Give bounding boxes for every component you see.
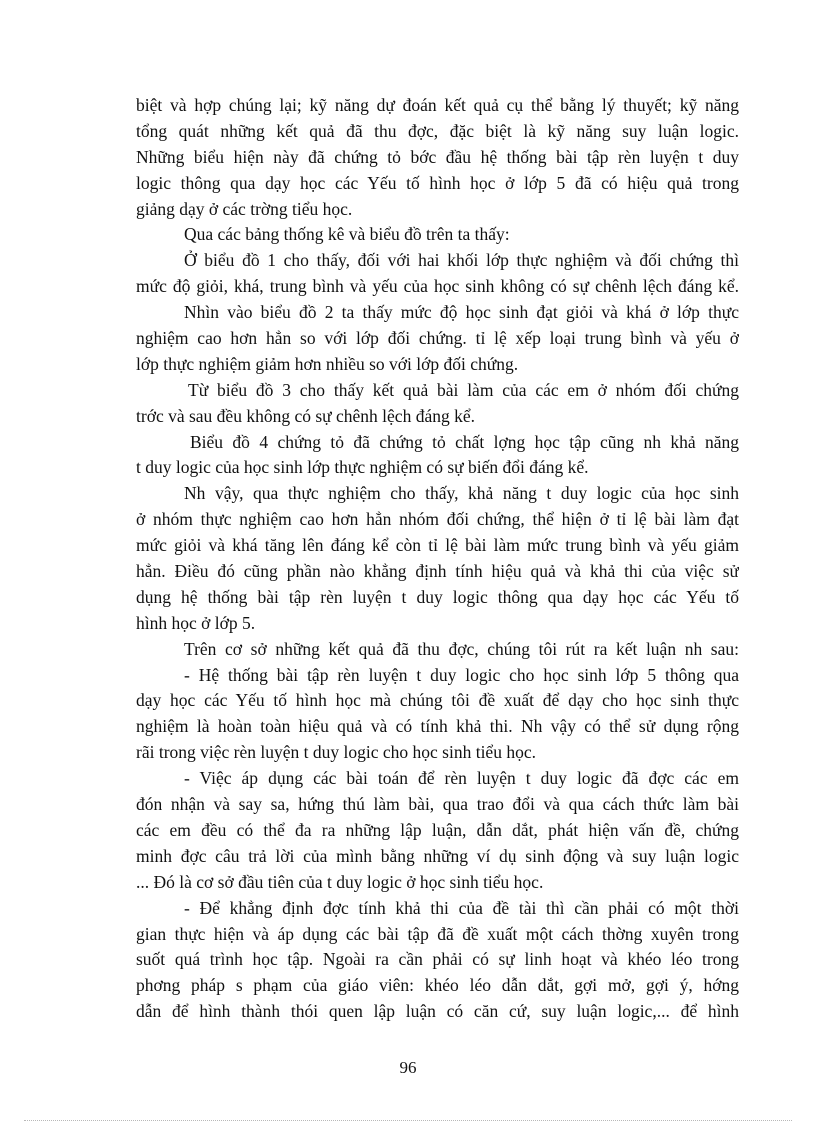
text-line: logic thông qua dạy học các Yếu tố hình học ở lớp 5 đã có hiệu quả trong — [136, 172, 739, 193]
text-line: Nh vậy, qua thực nghiệm cho thấy, khả năng t duy logic của học sinh — [184, 483, 739, 504]
text-line: minh đợc câu trả lời của mình bằng những ví dụ sinh động và suy luận logic — [136, 845, 739, 866]
text-line: mức độ giỏi, khá, trung bình và yếu của học sinh không có sự chênh lệch đáng kể. — [136, 276, 739, 297]
text-line: đón nhận và say sa, hứng thú làm bài, qua trao đổi và qua cách thức làm bài — [136, 794, 739, 815]
page-number: 96 — [399, 1058, 417, 1077]
text-line: Từ biểu đồ 3 cho thấy kết quả bài làm của các em ở nhóm đối chứng — [188, 379, 739, 400]
body-text — [136, 93, 739, 1025]
text-line: nghiệm là hoàn toàn hiệu quả và có tính khả thi. Nh vậy có thể sử dụng rộng — [136, 716, 739, 737]
text-line: Qua các bảng thống kê và biểu đồ trên ta thấy: — [184, 224, 510, 245]
text-line: Trên cơ sở những kết quả đã thu đợc, chúng tôi rút ra kết luận nh sau: — [184, 638, 739, 659]
text-line: gian thực hiện và áp dụng các bài tập đã đề xuất một cách thờng xuyên trong — [136, 923, 739, 944]
text-line: mức giỏi và khá tăng lên đáng kể còn tỉ lệ bài làm mức trung bình và yếu giảm — [136, 535, 739, 556]
text-line: ở nhóm thực nghiệm cao hơn hẳn nhóm đối chứng, thể hiện ở tỉ lệ bài làm đạt — [136, 509, 739, 530]
text-line: dụng hệ thống bài tập rèn luyện t duy logic thông qua dạy học các Yếu tố — [136, 586, 739, 607]
text-line: biệt và hợp chúng lại; kỹ năng dự đoán kết quả cụ thể bằng lý thuyết; kỹ năng — [136, 95, 739, 115]
text-line: Biểu đồ 4 chứng tỏ đã chứng tỏ chất lợng học tập cũng nh khả năng — [190, 431, 739, 452]
text-line: - Hệ thống bài tập rèn luyện t duy logic cho học sinh lớp 5 thông qua — [184, 664, 739, 685]
text-line: lớp thực nghiệm giảm hơn nhiều so với lớp đối chứng. — [136, 353, 519, 374]
text-line: Những biểu hiện này đã chứng tỏ bớc đầu hệ thống bài tập rèn luyện t duy — [136, 146, 739, 167]
text-line: hẳn. Điều đó cũng phần nào khẳng định tính hiệu quả và khả thi của việc sử — [136, 561, 739, 582]
text-line: rãi trong việc rèn luyện t duy logic cho học sinh tiểu học. — [136, 742, 536, 763]
text-line: nghiệm cao hơn hẳn so với lớp đối chứng. tỉ lệ xếp loại trung bình và yếu ở — [136, 328, 739, 349]
text-line: Ở biểu đồ 1 cho thấy, đối với hai khối lớp thực nghiệm và đối chứng thì — [184, 250, 739, 271]
text-line: dạy học các Yếu tố hình học mà chúng tôi đề xuất để dạy cho học sinh thực — [136, 690, 739, 711]
text-line: phơng pháp s phạm của giáo viên: khéo léo dẫn dắt, gợi mở, gợi ý, hớng — [136, 975, 739, 996]
text-line: ... Đó là cơ sở đầu tiên của t duy logic ở học sinh tiểu học. — [136, 871, 544, 892]
text-line: dẫn để hình thành thói quen lập luận có căn cứ, suy luận logic,... để hình — [136, 1001, 739, 1022]
text-line: tổng quát những kết quả đã thu đợc, đặc biệt là kỹ năng suy luận logic. — [136, 120, 739, 141]
page-bottom-border — [24, 1120, 792, 1121]
text-line: trớc và sau đều không có sự chênh lệch đáng kể. — [136, 405, 475, 426]
text-line: các em đều có thể đa ra những lập luận, dẫn dắt, phát hiện vấn đề, chứng — [136, 819, 739, 840]
text-line: t duy logic của học sinh lớp thực nghiệm có sự biến đổi đáng kể. — [136, 457, 589, 478]
text-line: - Việc áp dụng các bài toán để rèn luyện t duy logic đã đợc các em — [184, 768, 739, 789]
text-line: hình học ở lớp 5. — [136, 612, 256, 633]
text-line: suốt quá trình học tập. Ngoài ra cần phải có sự linh hoạt và khéo léo trong — [136, 949, 739, 970]
text-line: giảng dạy ở các trờng tiểu học. — [136, 198, 353, 219]
text-line: Nhìn vào biểu đồ 2 ta thấy mức độ học sinh đạt giỏi và khá ở lớp thực — [184, 302, 739, 323]
text-line: - Để khẳng định đợc tính khả thi của đề tài thì cần phải có một thời — [184, 897, 739, 918]
